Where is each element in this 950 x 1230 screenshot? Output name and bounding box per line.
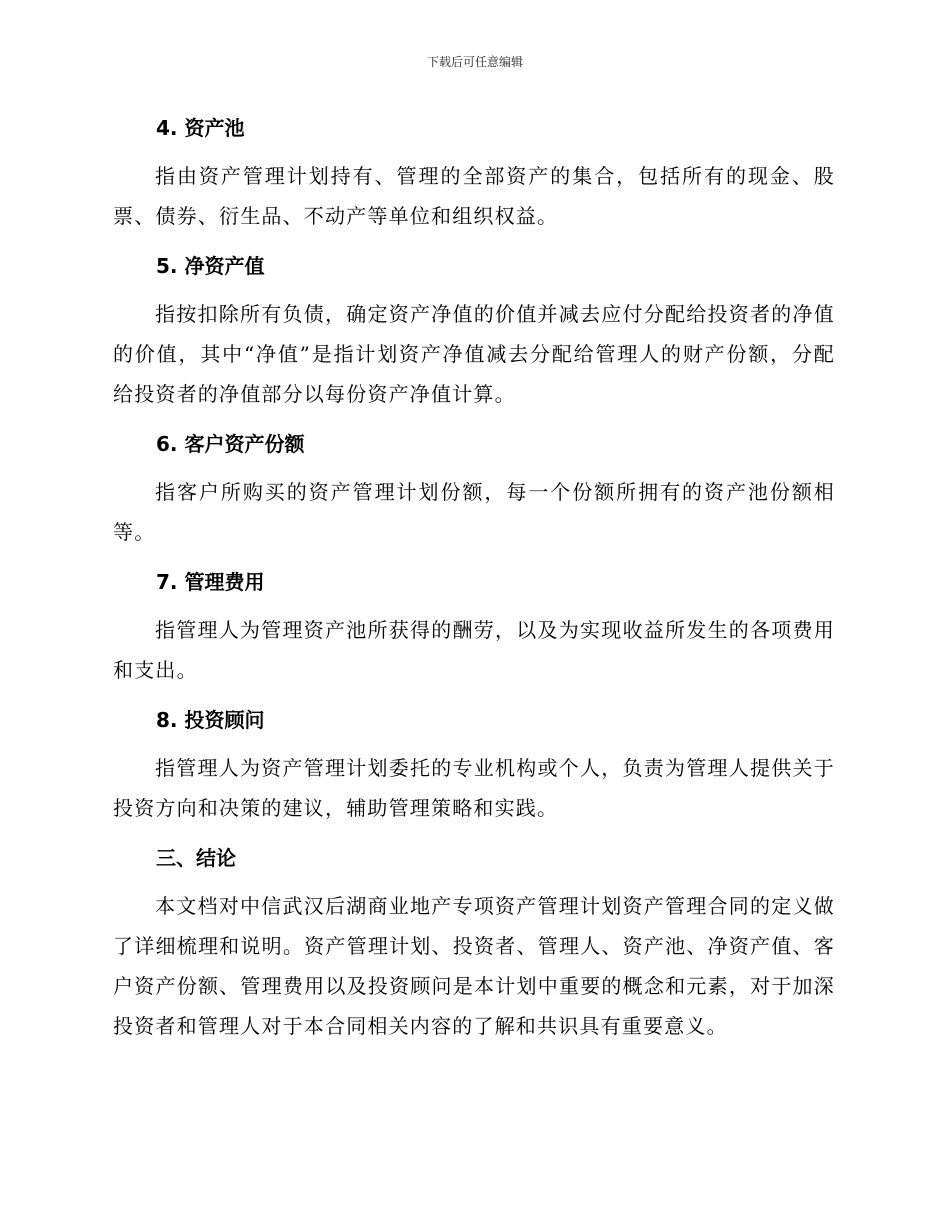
- section-heading-management-fee: 7. 管理费用: [156, 570, 265, 594]
- section-paragraph-net-asset-value: 指按扣除所有负债，确定资产净值的价值并减去应付分配给投资者的净值的价值，其中“净值”是指计划资产净值减去分配给管理人的财产份额，分配给投资者的净值部分以每份资产净值计算。: [113, 302, 835, 406]
- section-heading-asset-pool: 4. 资产池: [156, 116, 245, 140]
- section-paragraph-asset-pool: 指由资产管理计划持有、管理的全部资产的集合，包括所有的现金、股票、债券、衍生品、不动产等单位和组织权益。: [113, 164, 835, 228]
- section-paragraph-conclusion: 本文档对中信武汉后湖商业地产专项资产管理计划资产管理合同的定义做了详细梳理和说明。资产管理计划、投资者、管理人、资产池、净资产值、客户资产份额、管理费用以及投资顾问是本计划中重要的概念和元素，对于加深投资者和管理人对于本合同相关内容的了解和共识具有重要意义。: [113, 894, 835, 1038]
- document-body: [113, 110, 835, 1058]
- page-header: 下载后可任意编辑: [426, 55, 523, 69]
- section-heading-client-asset-share: 6. 客户资产份额: [156, 432, 305, 456]
- section-paragraph-client-asset-share: 指客户所购买的资产管理计划份额，每一个份额所拥有的资产池份额相等。: [113, 480, 835, 544]
- section-heading-conclusion: 三、结论: [156, 846, 236, 870]
- section-paragraph-management-fee: 指管理人为管理资产池所获得的酬劳，以及为实现收益所发生的各项费用和支出。: [113, 618, 835, 682]
- section-paragraph-investment-advisor: 指管理人为资产管理计划委托的专业机构或个人，负责为管理人提供关于投资方向和决策的建议，辅助管理策略和实践。: [113, 756, 835, 820]
- section-heading-net-asset-value: 5. 净资产值: [156, 254, 265, 278]
- section-heading-investment-advisor: 8. 投资顾问: [156, 708, 265, 732]
